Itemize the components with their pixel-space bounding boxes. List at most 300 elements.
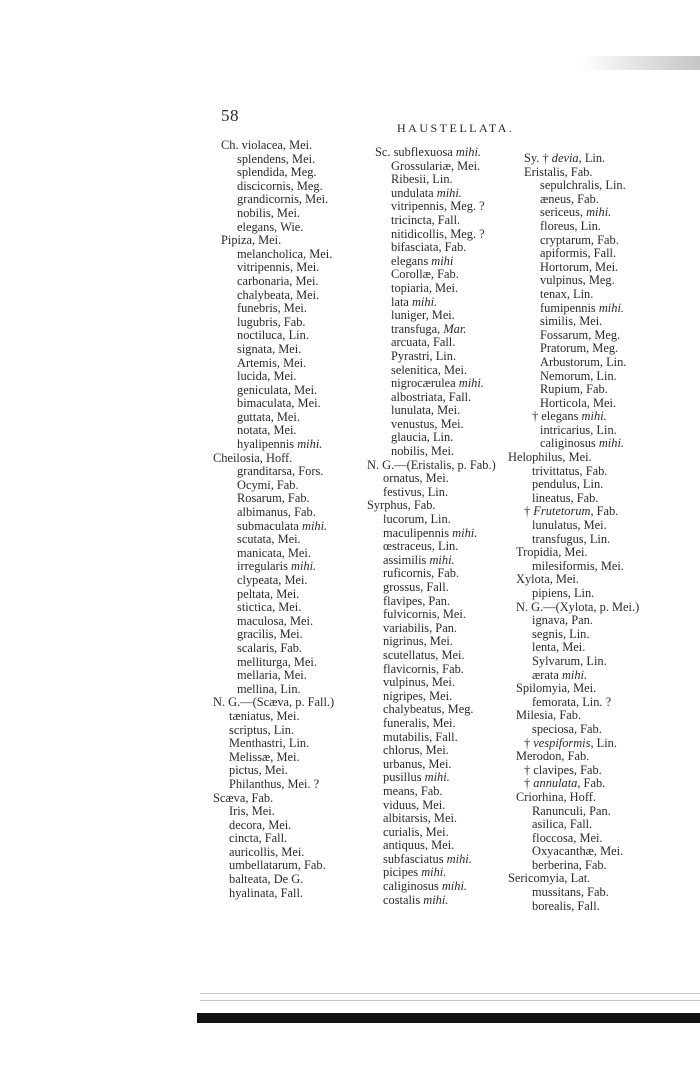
entry-italic: mihi. [436, 185, 462, 200]
entry-line [508, 437, 639, 451]
entry-line [508, 206, 639, 220]
entry-text: glaucia, Lin. [391, 430, 454, 445]
entry-line [213, 683, 334, 697]
entry-line [367, 214, 496, 228]
entry-text: æneus, Fab. [540, 191, 599, 206]
entry-line [213, 887, 334, 901]
entry-text: Sylvarum, Lin. [532, 653, 607, 668]
entry-text: N. G.—(Scæva, p. Fall.) [213, 695, 335, 710]
entry-line [213, 438, 334, 452]
entry-line [508, 791, 639, 805]
entry-text: mutabilis, Fall. [383, 729, 458, 744]
entry-text: maculipennis [383, 525, 453, 540]
entry-text: hyalinata, Fall. [229, 885, 303, 900]
entry-text: Hortorum, Mei. [540, 259, 619, 274]
entry-line [367, 200, 496, 214]
entry-line [367, 635, 496, 649]
entry-line [367, 241, 496, 255]
entry-line [213, 819, 334, 833]
entry-text: lata [391, 294, 412, 309]
entry-text: peltata, Mei. [237, 586, 300, 601]
entry-line [213, 805, 334, 819]
entry-text: transfugus, Lin. [532, 531, 611, 546]
entry-text: undulata [391, 185, 437, 200]
entry-line [367, 527, 496, 541]
entry-line [367, 581, 496, 595]
entry-text: nobilis, Mei. [237, 205, 300, 220]
entry-text: granditarsa, Fors. [237, 464, 324, 479]
entry-text: vulpinus, Meg. [540, 273, 615, 288]
entry-text: Oxyacanthæ, Mei. [532, 844, 624, 859]
entry-line [213, 465, 334, 479]
entry-line [213, 153, 334, 167]
entry-line [508, 737, 639, 751]
entry-line [508, 505, 639, 519]
entry-line [508, 274, 639, 288]
entry-line [213, 221, 334, 235]
entry-line [508, 533, 639, 547]
entry-text: stictica, Mei. [237, 600, 302, 615]
entry-line [213, 696, 334, 710]
entry-text: vitripennis, Meg. ? [391, 199, 485, 214]
entry-line [508, 560, 639, 574]
entry-line [367, 268, 496, 282]
entry-text: pipiens, Lin. [532, 586, 595, 600]
entry-text: mussitans, Fab. [532, 885, 609, 900]
entry-text: † [524, 776, 534, 791]
entry-italic: annulata [533, 776, 578, 791]
entry-text: viduus, Mei. [383, 797, 446, 812]
entry-line [367, 839, 496, 853]
entry-text: floccosa, Mei. [532, 830, 603, 845]
entry-line [213, 506, 334, 520]
entry-text: festivus, Lin. [383, 484, 449, 499]
entry-text: chalybeatus, Meg. [383, 702, 474, 717]
entry-line [508, 424, 639, 438]
entry-line [367, 445, 496, 459]
entry-text: lunulatus, Mei. [532, 518, 607, 533]
entry-line [213, 248, 334, 262]
entry-line [508, 288, 639, 302]
entry-text: Scæva, Fab. [213, 790, 274, 805]
entry-text: clypeata, Mei. [237, 573, 308, 587]
entry-italic: mihi. [452, 525, 478, 540]
page-number: 58 [221, 106, 239, 125]
entry-line [367, 377, 496, 391]
entry-text: Sy. † [524, 151, 552, 165]
entry-text: bifasciata, Fab. [391, 240, 467, 255]
entry-line [508, 777, 639, 791]
entry-italic: vespiformis [533, 735, 591, 750]
entry-text: intricarius, Lin. [540, 422, 617, 437]
running-head: HAUSTELLATA. [397, 121, 515, 135]
entry-italic: mihi. [561, 667, 588, 682]
entry-line [367, 418, 496, 432]
column-3 [508, 152, 639, 913]
entry-line [508, 478, 639, 492]
entry-line [367, 649, 496, 663]
entry-italic: mihi. [598, 300, 624, 315]
entry-line [213, 656, 334, 670]
entry-line [367, 690, 496, 704]
entry-text: cryptarum, Fab. [540, 232, 619, 247]
entry-italic: mihi [431, 253, 454, 268]
entry-text: Nemorum, Lin. [540, 368, 617, 383]
entry-line [367, 282, 496, 296]
entry-line [508, 397, 639, 411]
entry-line [508, 492, 639, 506]
entry-text: lucida, Mei. [237, 369, 297, 384]
entry-text: maculosa, Mei. [237, 613, 314, 628]
entry-text: umbellatarum, Fab. [229, 858, 326, 873]
entry-suffix: , Fab. [590, 504, 619, 519]
entry-text: means, Fab. [383, 783, 443, 798]
entry-line [508, 220, 639, 234]
column-2 [367, 146, 496, 907]
entry-text: splendens, Mei. [237, 151, 316, 166]
entry-line [213, 628, 334, 642]
entry-text: mellaria, Mei. [237, 668, 307, 683]
entry-text: assimilis [383, 552, 430, 567]
entry-text: Ch. violacea, Mei. [221, 138, 313, 152]
entry-line [213, 207, 334, 221]
entry-text: grandicornis, Mei. [237, 192, 329, 207]
entry-text: floreus, Lin. [540, 218, 601, 233]
entry-line [367, 880, 496, 894]
entry-text: Fossarum, Meg. [540, 327, 621, 342]
entry-text: Philanthus, Mei. ? [229, 776, 320, 791]
entry-text: albimanus, Fab. [237, 505, 316, 520]
entry-italic: mihi. [421, 865, 447, 880]
entry-text: cincta, Fall. [229, 831, 288, 846]
entry-text: elegans, Wie. [237, 219, 304, 234]
entry-text: speciosa, Fab. [532, 721, 602, 736]
entry-line [508, 410, 639, 424]
entry-line [213, 343, 334, 357]
entry-text: asilica, Fall. [532, 817, 593, 832]
entry-line [367, 472, 496, 486]
entry-text: Iris, Mei. [229, 804, 275, 819]
entry-text: Corollæ, Fab. [391, 267, 459, 282]
entry-text: melliturga, Mei. [237, 654, 317, 669]
entry-text: splendida, Meg. [237, 165, 317, 180]
entry-line [213, 520, 334, 534]
entry-line [213, 710, 334, 724]
entry-text: milesiformis, Mei. [532, 558, 624, 573]
entry-italic: mihi. [302, 518, 328, 533]
entry-line [213, 615, 334, 629]
entry-text: Eristalis, Fab. [524, 164, 593, 179]
entry-line [213, 316, 334, 330]
entry-line [508, 329, 639, 343]
entry-italic: mihi. [586, 205, 612, 220]
entry-text: Criorhina, Hoff. [516, 789, 596, 804]
entry-line [367, 744, 496, 758]
entry-text: selenitica, Mei. [391, 362, 468, 377]
entry-italic: mihi. [291, 559, 317, 574]
entry-text: irregularis [237, 559, 292, 574]
entry-line [213, 778, 334, 792]
entry-text: apiformis, Fall. [540, 246, 617, 261]
entry-text: Ribesii, Lin. [391, 172, 453, 187]
entry-line [213, 193, 334, 207]
entry-line [367, 540, 496, 554]
entry-line [367, 160, 496, 174]
entry-text: manicata, Mei. [237, 545, 311, 560]
bottom-rule-heavy [197, 1013, 700, 1023]
entry-text: ignava, Pan. [532, 613, 593, 628]
entry-text: fulvicornis, Mei. [383, 607, 466, 622]
entry-line [508, 315, 639, 329]
entry-line [508, 261, 639, 275]
entry-line [367, 404, 496, 418]
entry-text: vulpinus, Mei. [383, 675, 455, 690]
entry-line [367, 336, 496, 350]
entry-text: caliginosus [383, 879, 442, 894]
entry-text: vitripennis, Mei. [237, 260, 320, 275]
entry-italic: mihi. [297, 437, 323, 452]
entry-line [213, 302, 334, 316]
entry-text: Pratorum, Meg. [540, 341, 619, 356]
entry-text: nitidicollis, Meg. ? [391, 226, 485, 241]
entry-line [508, 601, 639, 615]
entry-text: mellina, Lin. [237, 681, 301, 696]
entry-text: pictus, Mei. [229, 763, 288, 778]
entry-line [508, 451, 639, 465]
entry-text: similis, Mei. [540, 314, 603, 329]
entry-text: Syrphus, Fab. [367, 498, 436, 513]
entry-line [508, 886, 639, 900]
entry-line [213, 370, 334, 384]
entry-line [508, 669, 639, 683]
entry-text: chalybeata, Mei. [237, 287, 320, 302]
entry-italic: mihi. [458, 376, 484, 391]
entry-line [213, 601, 334, 615]
entry-line [213, 261, 334, 275]
entry-italic: Mar. [443, 321, 467, 336]
entry-line [367, 459, 496, 473]
entry-line [508, 193, 639, 207]
entry-line [213, 560, 334, 574]
entry-line [367, 499, 496, 513]
entry-line [213, 411, 334, 425]
entry-line [367, 255, 496, 269]
entry-line [213, 873, 334, 887]
entry-text: discicornis, Meg. [237, 178, 323, 193]
entry-line [367, 364, 496, 378]
entry-line [213, 166, 334, 180]
entry-text: flavicornis, Fab. [383, 661, 464, 676]
entry-line [508, 465, 639, 479]
entry-line [367, 826, 496, 840]
entry-text: sepulchralis, Lin. [540, 178, 626, 193]
entry-text: ornatus, Mei. [383, 471, 449, 486]
entry-line [508, 832, 639, 846]
entry-line [367, 595, 496, 609]
entry-text: femorata, Lin. ? [532, 694, 612, 709]
entry-text: decora, Mei. [229, 817, 292, 832]
entry-line [508, 587, 639, 601]
entry-text: nigrinus, Mei. [383, 634, 453, 649]
entry-text: luniger, Mei. [391, 308, 455, 323]
entry-text: signata, Mei. [237, 341, 302, 356]
entry-text: scutellatus, Mei. [383, 647, 465, 662]
entry-line [213, 737, 334, 751]
entry-text: borealis, Fall. [532, 898, 600, 913]
entry-line [508, 709, 639, 723]
entry-line [508, 641, 639, 655]
entry-line [367, 350, 496, 364]
entry-line [508, 682, 639, 696]
entry-text: Sc. subflexuosa [375, 145, 456, 159]
entry-italic: mihi. [423, 892, 449, 907]
entry-line [213, 289, 334, 303]
entry-text: arcuata, Fall. [391, 335, 456, 350]
entry-line [367, 391, 496, 405]
entry-line [508, 247, 639, 261]
entry-text: Arbustorum, Lin. [540, 354, 627, 369]
entry-text: N. G.—(Xylota, p. Mei.) [516, 599, 640, 614]
entry-text: lenta, Mei. [532, 640, 586, 655]
entry-text: carbonaria, Mei. [237, 273, 319, 288]
entry-text: N. G.—(Eristalis, p. Fab.) [367, 457, 496, 472]
entry-italic: mihi. [455, 145, 482, 159]
entry-text: segnis, Lin. [532, 626, 590, 641]
entry-line [367, 228, 496, 242]
entry-line [213, 533, 334, 547]
entry-text: bimaculata, Mei. [237, 396, 321, 411]
bottom-rule-thin [200, 993, 700, 994]
entry-line [508, 805, 639, 819]
entry-line [213, 669, 334, 683]
entry-text: ærata [532, 667, 562, 682]
entry-text: ruficornis, Fab. [383, 566, 460, 581]
entry-text: nobilis, Mei. [391, 444, 454, 459]
entry-line [367, 309, 496, 323]
entry-text: funeralis, Mei. [383, 715, 456, 730]
entry-line [508, 342, 639, 356]
entry-text: Rupium, Fab. [540, 382, 608, 397]
entry-text: Rosarum, Fab. [237, 491, 310, 506]
entry-line [213, 139, 334, 153]
entry-line [213, 329, 334, 343]
entry-text: pusillus [383, 770, 425, 785]
entry-line [213, 397, 334, 411]
entry-italic: mihi. [441, 879, 467, 894]
entry-text: Pyrastri, Lin. [391, 348, 457, 363]
entry-line [213, 479, 334, 493]
entry-line [367, 894, 496, 908]
entry-text: noctiluca, Lin. [237, 328, 309, 343]
entry-line [367, 431, 496, 445]
entry-text: gracilis, Mei. [237, 627, 303, 642]
entry-text: venustus, Mei. [391, 416, 464, 431]
entry-line [213, 180, 334, 194]
entry-italic: mihi. [411, 294, 438, 309]
entry-text: antiquus, Mei. [383, 838, 455, 853]
entry-line [367, 296, 496, 310]
entry-text: variabilis, Pan. [383, 620, 457, 635]
entry-line [508, 628, 639, 642]
entry-text: Ranunculi, Pan. [532, 803, 611, 818]
entry-line [213, 764, 334, 778]
entry-italic: mihi. [424, 770, 450, 785]
entry-line [508, 655, 639, 669]
entry-italic: mihi. [429, 552, 455, 567]
entry-line [367, 486, 496, 500]
entry-italic: Frutetorum [533, 504, 591, 519]
entry-text: submaculata [237, 518, 303, 533]
entry-text: picipes [383, 865, 422, 880]
entry-line [213, 846, 334, 860]
entry-line [213, 588, 334, 602]
entry-text: lugubris, Fab. [237, 314, 306, 329]
entry-line [508, 872, 639, 886]
entry-text: caliginosus [540, 436, 599, 451]
entry-text: † [524, 735, 534, 750]
entry-text: œstraceus, Lin. [383, 539, 459, 554]
entry-line [367, 812, 496, 826]
entry-text: berberina, Fab. [532, 857, 607, 872]
entry-text: sericeus, [540, 205, 587, 220]
entry-text: grossus, Fall. [383, 580, 449, 594]
entry-line [213, 424, 334, 438]
entry-text: Melissæ, Mei. [229, 749, 300, 764]
entry-text: Tropidia, Mei. [516, 545, 588, 560]
entry-line [213, 792, 334, 806]
entry-text: Grossulariæ, Mei. [391, 158, 481, 173]
column-1 [213, 139, 334, 900]
entry-text: auricollis, Mei. [229, 844, 305, 859]
entry-line [213, 547, 334, 561]
entry-line [508, 546, 639, 560]
entry-text: † elegans [532, 409, 582, 424]
entry-text: Milesia, Fab. [516, 708, 582, 723]
entry-text: albitarsis, Mei. [383, 811, 457, 826]
entry-italic: devia [551, 151, 579, 165]
entry-text: balteata, De G. [229, 872, 304, 887]
entry-line [367, 622, 496, 636]
entry-line [508, 818, 639, 832]
entry-text: topiaria, Mei. [391, 280, 459, 295]
entry-text: Xylota, Mei. [516, 572, 579, 587]
entry-line [367, 146, 496, 160]
entry-text: notata, Mei. [237, 423, 297, 438]
entry-line [367, 853, 496, 867]
entry-line [367, 866, 496, 880]
entry-text: Merodon, Fab. [516, 749, 590, 764]
entry-text: lucorum, Lin. [383, 512, 451, 527]
entry-text: Artemis, Mei. [237, 355, 307, 370]
scan-edge-smudge [580, 56, 700, 70]
entry-suffix: , Lin. [590, 735, 617, 750]
entry-line [367, 785, 496, 799]
entry-line [213, 859, 334, 873]
entry-text: tæniatus, Mei. [229, 708, 300, 723]
entry-text: scalaris, Fab. [237, 640, 303, 655]
entry-line [367, 731, 496, 745]
entry-text: fumipennis [540, 300, 599, 315]
entry-text: Helophilus, Mei. [508, 450, 592, 465]
entry-line [508, 573, 639, 587]
entry-line [213, 751, 334, 765]
entry-line [367, 676, 496, 690]
entry-text: pendulus, Lin. [532, 477, 604, 492]
entry-line [367, 173, 496, 187]
entry-line [508, 614, 639, 628]
entry-line [367, 758, 496, 772]
entry-line [213, 574, 334, 588]
